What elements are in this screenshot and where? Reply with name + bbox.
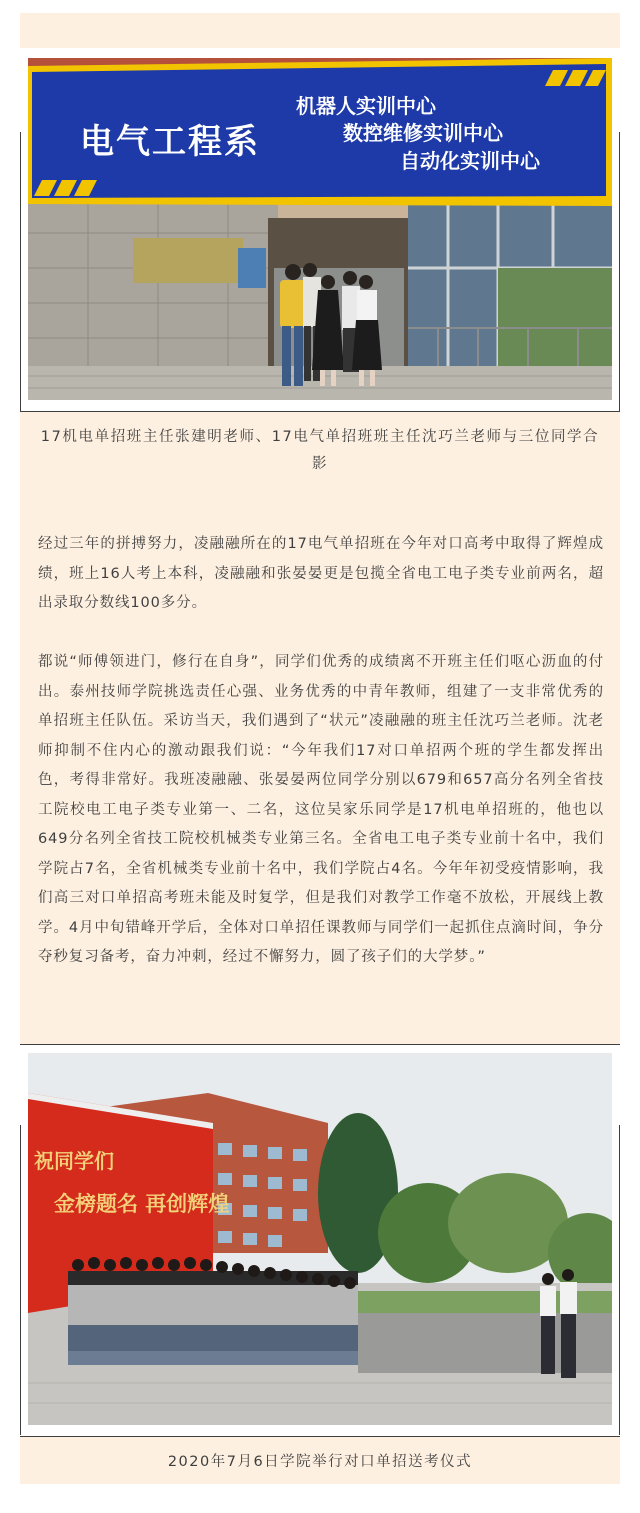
photo1-caption: 17机电单招班主任张建明老师、17电气单招班班主任沈巧兰老师与三位同学合影: [40, 429, 600, 472]
photo2-caption: 2020年7月6日学院举行对口单招送考仪式: [167, 1454, 473, 1470]
students-crowd: [68, 1257, 358, 1365]
sign-line-2: 数控维修实训中心: [343, 121, 503, 145]
people-group: [280, 263, 382, 386]
banner-line-2: 金榜题名 再创辉煌: [54, 1192, 230, 1216]
sign-department-text: 电气工程系: [80, 122, 260, 162]
banner-line-1: 祝同学们: [34, 1149, 114, 1173]
article-paragraph-1: 经过三年的拼搏努力，凌融融所在的17电气单招班在今年对口高考中取得了辉煌成绩，班上16人考上本科，凌融融和张晏晏更是包揽全省电工电子类专业前两名，超出录取分数线100多分。: [38, 536, 604, 611]
send-off-ceremony-photo: [28, 1053, 612, 1425]
article-paragraph-2: 都说“师傅领进门，修行在自身”，同学们优秀的成绩离不开班主任们呕心沥血的付出。泰州技师学院挑选责任心强、业务优秀的中青年教师，组建了一支非常优秀的单招班主任队伍。采访当天，我们遇到了“状元”凌融融的班主任沈巧兰老师。沈老师抑制不住内心的激动跟我们说：“今年我们17对口单招两个班的学生都发挥出色，考得非常好。我班凌融融、张晏晏两位同学分别以679和657高分名列全省技工院校电工电子类专业第一、二名，这位吴家乐同学是17机电单招班的，他也以649分名列全省技工院校机械类专业第三名。全省电工电子类专业前十名中，我们学院占7名，全省机械类专业前十名中，我们学院占4名。今年年初受疫情影响，我们高三对口单招高考班未能及时复学，但是我们对教学工作毫不放松，开展线上教学。4月中旬错峰开学后，全体对口单招任课教师与同学们一起抓住点滴时间，争分夺秒复习备考，奋力冲刺，经过不懈努力，圆了孩子们的大学梦。”: [38, 654, 604, 965]
sign-line-1: 机器人实训中心: [296, 94, 436, 118]
sign-line-3: 自动化实训中心: [400, 149, 540, 173]
group-photo-department-entrance: [28, 58, 612, 400]
top-decor-band: [20, 13, 620, 48]
